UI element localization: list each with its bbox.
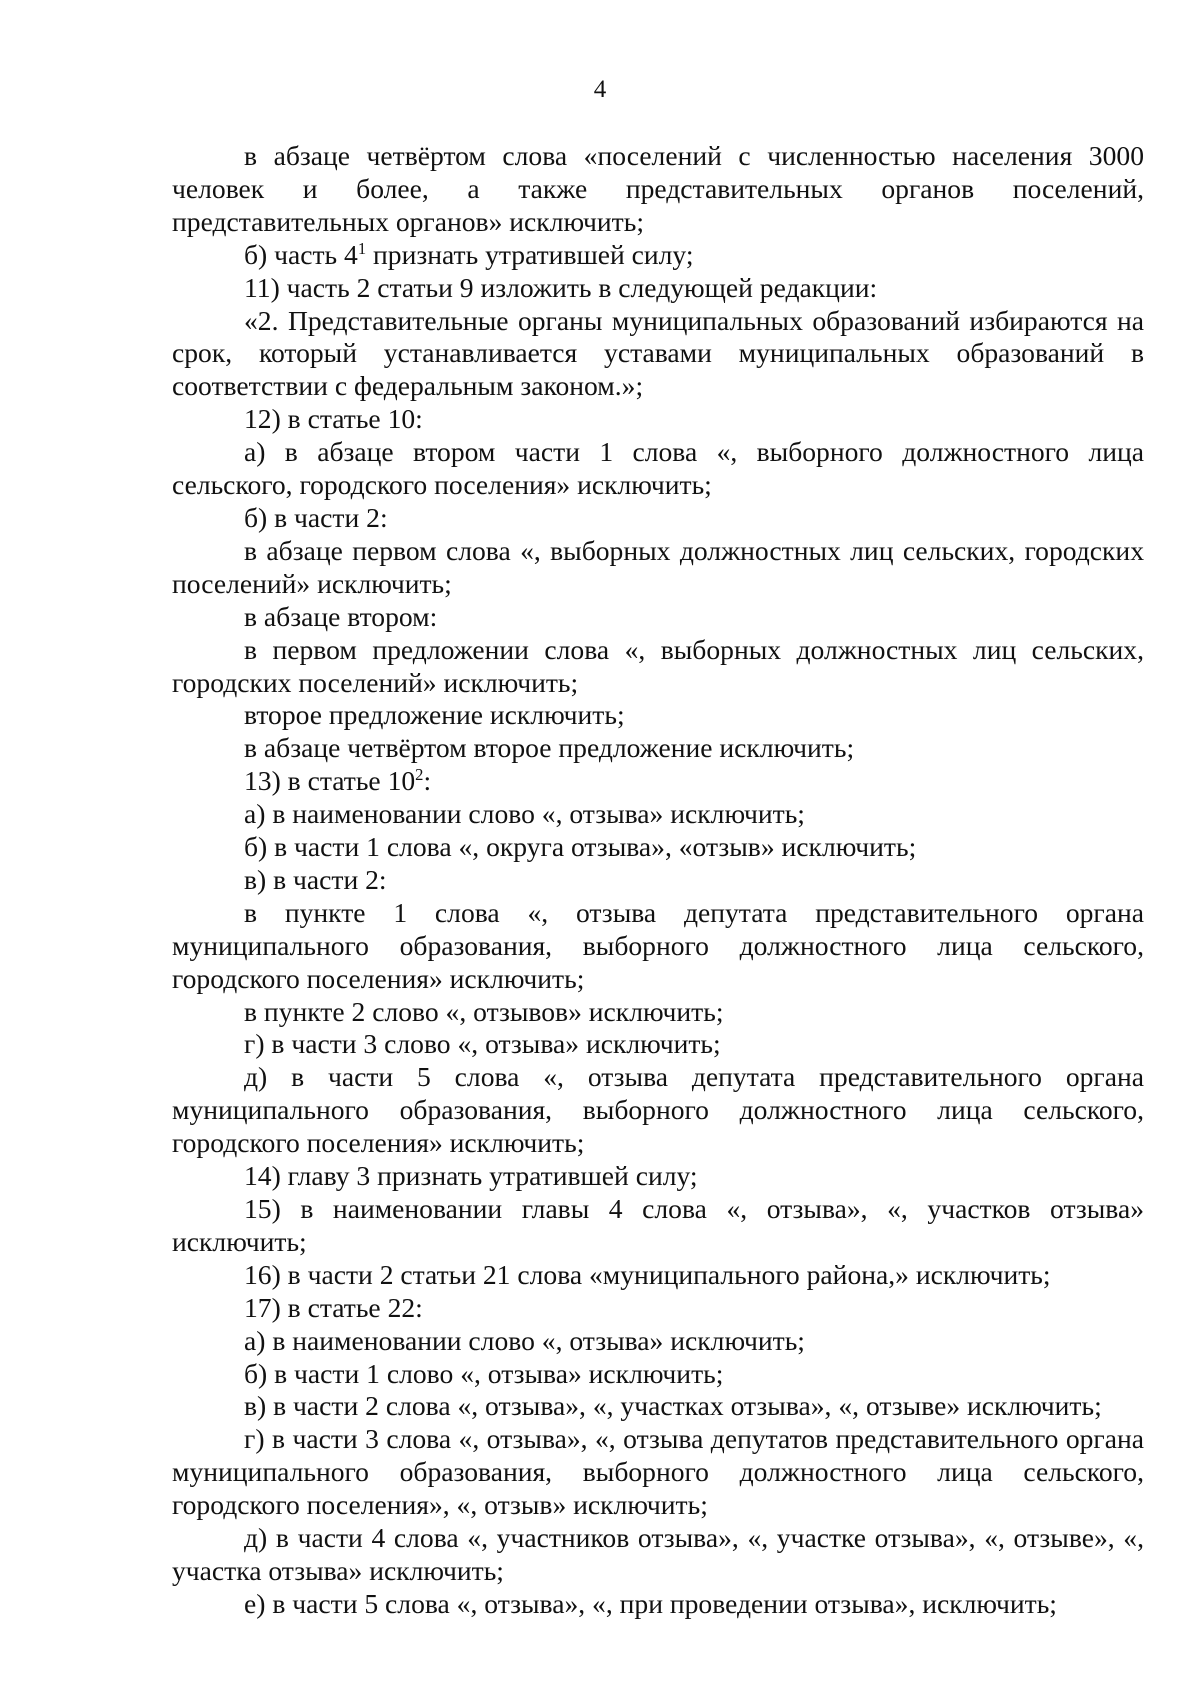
paragraph: г) в части 3 слова «, отзыва», «, отзыва депутатов представительного органа муниципального образования, выборного должностного лица сельского, городского поселения», «, отзыв» исключить; [172, 1423, 1144, 1521]
paragraph: а) в наименовании слово «, отзыва» исключить; [244, 1324, 805, 1356]
paragraph: а) в наименовании слово «, отзыва» исключить; [244, 798, 805, 830]
paragraph: 17) в статье 22: [244, 1291, 423, 1323]
paragraph: г) в части 3 слово «, отзыва» исключить; [244, 1028, 721, 1060]
paragraph: в абзаце четвёртом второе предложение исключить; [244, 732, 855, 764]
paragraph: б) в части 1 слово «, отзыва» исключить; [244, 1357, 724, 1389]
paragraph: в абзаце втором: [244, 600, 438, 632]
paragraph: в первом предложении слова «, выборных должностных лиц сельских, городских поселений» исключить; [172, 633, 1144, 698]
paragraph: а) в абзаце втором части 1 слова «, выборного должностного лица сельского, городского поселения» исключить; [172, 436, 1144, 501]
paragraph: в) в части 2: [244, 863, 387, 895]
page-number: 4 [593, 76, 607, 103]
paragraph: в пункте 2 слово «, отзывов» исключить; [244, 995, 724, 1027]
paragraph: д) в части 4 слова «, участников отзыва», «, участке отзыва», «, отзыве», «, участка отзыва» исключить; [172, 1522, 1144, 1586]
paragraph: 14) главу 3 признать утратившей силу; [244, 1160, 698, 1192]
paragraph: б) в части 2: [244, 501, 388, 533]
superscript: 2 [415, 765, 424, 785]
paragraph: в пункте 1 слова «, отзыва депутата представительного органа муниципального образования, выборного должностного лица сельского, городского поселения» исключить; [172, 896, 1144, 994]
paragraph: 15) в наименовании главы 4 слова «, отзыва», «, участков отзыва» исключить; [172, 1193, 1144, 1257]
paragraph: 13) в статье $10^2$: [244, 765, 432, 797]
paragraph: б) часть $4^1$ признать утратившей силу; [244, 238, 694, 270]
paragraph: е) в части 5 слова «, отзыва», «, при проведении отзыва», исключить; [244, 1587, 1057, 1619]
paragraph: б) в части 1 слова «, округа отзыва», «отзыв» исключить; [244, 831, 917, 863]
paragraph: в абзаце четвёртом слова «поселений с численностью населения 3000 человек и более, а также представительных органов поселений, представительных органов» исключить; [172, 140, 1144, 237]
superscript: 1 [357, 238, 367, 258]
paragraph: 12) в статье 10: [244, 403, 423, 435]
paragraph: д) в части 5 слова «, отзыва депутата представительного органа муниципального образования, выборного должностного лица сельского, городского поселения» исключить; [172, 1061, 1144, 1159]
paragraph: второе предложение исключить; [244, 699, 625, 731]
paragraph: 11) часть 2 статьи 9 изложить в следующей редакции: [244, 271, 878, 303]
document-body [172, 140, 1144, 1621]
paragraph: в) в части 2 слова «, отзыва», «, участках отзыва», «, отзыве» исключить; [244, 1390, 1102, 1422]
paragraph: 16) в части 2 статьи 21 слова «муниципального района,» исключить; [244, 1258, 1051, 1290]
paragraph: «2. Представительные органы муниципальных образований избираются на срок, который устанавливается уставами муниципальных образований в соответствии с федеральным законом.»; [172, 304, 1144, 402]
paragraph: в абзаце первом слова «, выборных должностных лиц сельских, городских поселений» исключить; [172, 534, 1144, 599]
